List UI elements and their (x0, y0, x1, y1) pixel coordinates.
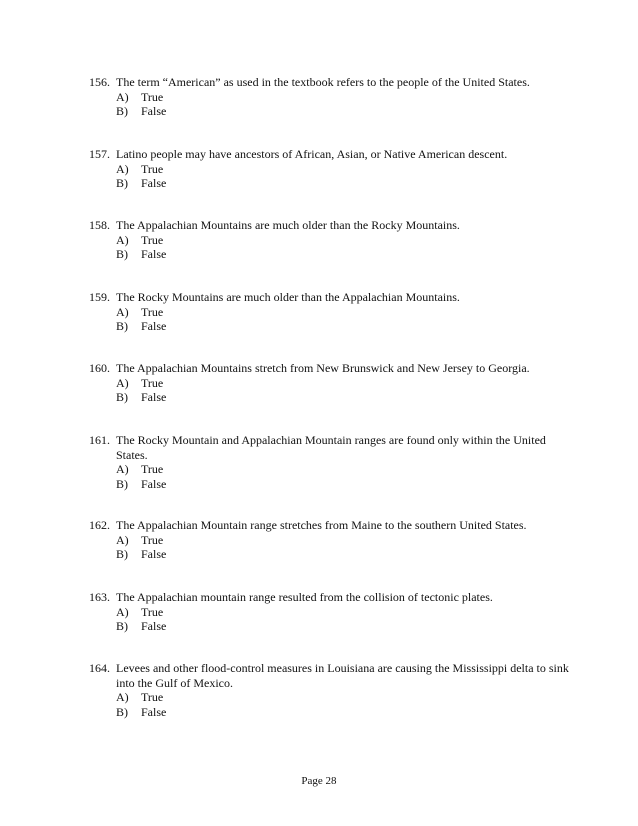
page-number: Page 28 (301, 775, 337, 787)
question-line (89, 590, 569, 605)
option-b (116, 619, 569, 634)
option-letter: B) (116, 476, 128, 491)
option-letter: A) (116, 604, 129, 619)
option-label: False (141, 247, 167, 261)
option-label: True (141, 532, 164, 547)
question-156 (89, 75, 569, 119)
question-number: 161. (89, 433, 110, 447)
option-letter: B) (116, 104, 128, 118)
option-label: True (141, 462, 164, 476)
question-164 (89, 661, 569, 719)
option-a (116, 533, 569, 548)
question-line (89, 433, 569, 462)
option-b (116, 104, 569, 119)
question-number: 156. (89, 75, 110, 89)
option-label: False (141, 619, 167, 633)
option-letter: A) (116, 161, 129, 176)
option-letter: B) (116, 247, 128, 261)
option-label: False (141, 319, 167, 333)
option-label: True (141, 604, 164, 619)
option-label: False (141, 390, 167, 404)
option-letter: A) (116, 690, 129, 704)
option-b (116, 390, 569, 405)
option-letter: B) (116, 704, 128, 719)
question-162 (89, 518, 569, 562)
question-159 (89, 290, 569, 334)
option-label: True (141, 161, 164, 176)
option-a (116, 90, 569, 105)
option-label: True (141, 690, 164, 704)
question-number: 164. (89, 661, 110, 675)
option-label: False (141, 176, 167, 190)
option-letter: A) (116, 375, 129, 390)
question-number: 162. (89, 518, 110, 532)
option-a (116, 462, 569, 477)
option-label: True (141, 232, 164, 247)
question-text: The Rocky Mountain and Appalachian Mountain ranges are found only within the United States. (116, 433, 546, 462)
question-number: 160. (89, 361, 110, 375)
option-a (116, 233, 569, 248)
option-label: False (141, 704, 167, 719)
question-text: The term “American” as used in the textbook refers to the people of the United States. (116, 75, 530, 89)
option-b (116, 247, 569, 262)
option-a (116, 690, 569, 705)
question-line (89, 218, 569, 233)
question-line (89, 290, 569, 305)
option-b (116, 477, 569, 492)
question-number: 159. (89, 290, 110, 304)
option-label: True (141, 304, 164, 319)
option-a (116, 305, 569, 320)
option-b (116, 176, 569, 191)
question-number: 157. (89, 147, 110, 161)
question-text: The Appalachian Mountains stretch from New Brunswick and New Jersey to Georgia. (116, 361, 530, 375)
option-letter: A) (116, 232, 129, 247)
option-a (116, 605, 569, 620)
option-letter: B) (116, 619, 128, 633)
option-letter: B) (116, 176, 128, 190)
option-label: False (141, 476, 167, 491)
question-text: Latino people may have ancestors of African, Asian, or Native American descent. (116, 147, 508, 161)
question-text: The Appalachian Mountains are much older than the Rocky Mountains. (116, 218, 460, 232)
question-number: 158. (89, 218, 110, 232)
option-a (116, 376, 569, 391)
option-letter: B) (116, 547, 128, 561)
question-157 (89, 147, 569, 191)
question-line (89, 661, 569, 690)
option-b (116, 319, 569, 334)
question-text: Levees and other flood-control measures in Louisiana are causing the Mississippi delta to sink into the Gulf of Mexico. (116, 661, 569, 690)
option-label: True (141, 375, 164, 390)
option-b (116, 705, 569, 720)
option-letter: A) (116, 532, 129, 547)
option-letter: A) (116, 462, 129, 476)
question-number: 163. (89, 590, 110, 604)
question-158 (89, 218, 569, 262)
option-letter: B) (116, 390, 128, 404)
question-line (89, 75, 569, 90)
question-160 (89, 361, 569, 405)
question-line (89, 518, 569, 533)
option-label: False (141, 547, 167, 561)
question-text: The Rocky Mountains are much older than the Appalachian Mountains. (116, 290, 460, 304)
option-a (116, 162, 569, 177)
question-163 (89, 590, 569, 634)
option-b (116, 547, 569, 562)
option-label: False (141, 104, 167, 118)
question-line (89, 361, 569, 376)
option-letter: A) (116, 89, 129, 104)
question-line (89, 147, 569, 162)
option-label: True (141, 89, 164, 104)
question-text: The Appalachian mountain range resulted from the collision of tectonic plates. (116, 590, 493, 604)
option-letter: A) (116, 304, 129, 319)
question-text: The Appalachian Mountain range stretches from Maine to the southern United States. (116, 518, 527, 532)
question-161 (89, 433, 569, 491)
option-letter: B) (116, 319, 128, 333)
